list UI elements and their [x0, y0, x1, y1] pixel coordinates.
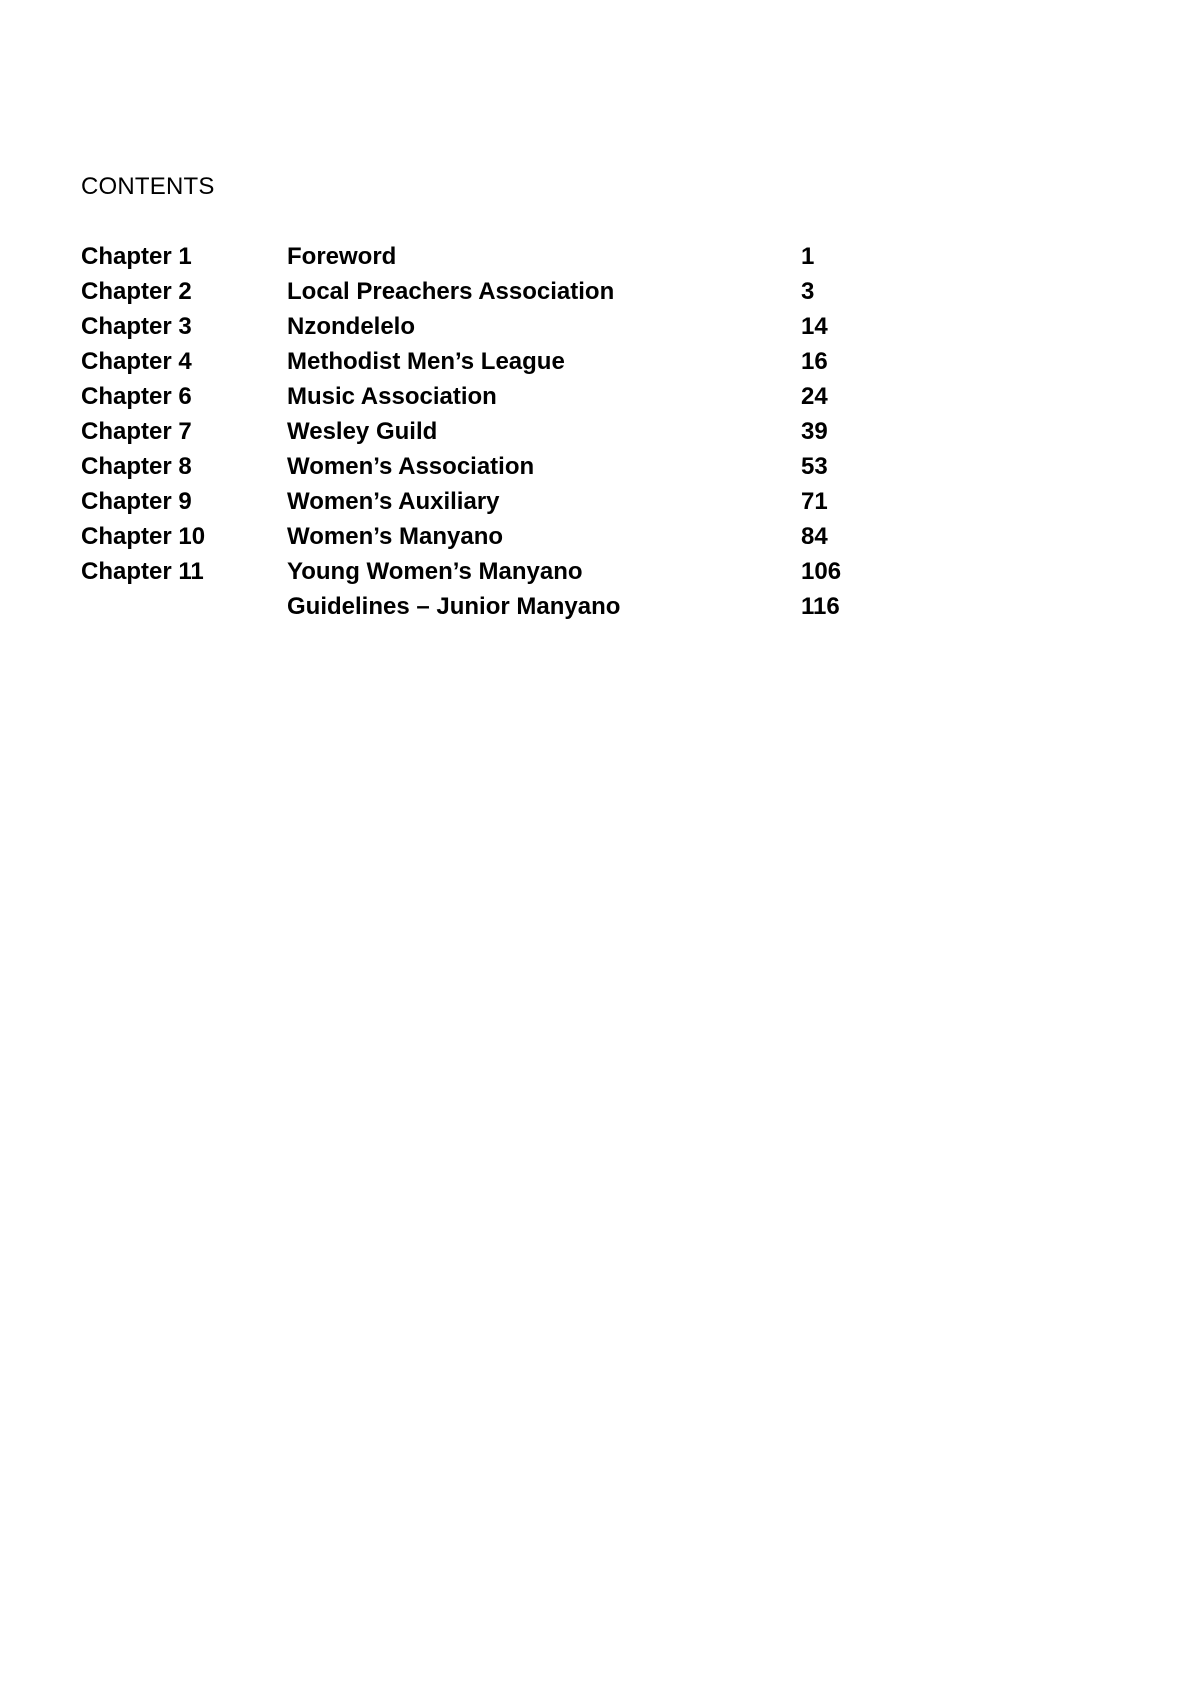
toc-page-number: 14	[801, 313, 828, 340]
toc-row	[81, 417, 981, 452]
toc-chapter-label: Chapter 9	[81, 488, 192, 515]
toc-row	[81, 452, 981, 487]
toc-page-number: 39	[801, 418, 828, 445]
table-of-contents	[81, 242, 981, 627]
toc-entry-title: Nzondelelo	[287, 313, 416, 340]
toc-entry-title: Local Preachers Association	[287, 278, 615, 305]
toc-row	[81, 487, 981, 522]
toc-row	[81, 557, 981, 592]
toc-row	[81, 592, 981, 627]
toc-page-number: 1	[801, 243, 815, 270]
toc-chapter-label: Chapter 3	[81, 313, 192, 340]
toc-page-number: 3	[801, 278, 815, 305]
toc-chapter-label: Chapter 1	[81, 243, 192, 270]
toc-entry-title: Guidelines – Junior Manyano	[287, 593, 621, 620]
toc-entry-title: Methodist Men’s League	[287, 348, 565, 375]
toc-entry-title: Young Women’s Manyano	[287, 558, 583, 585]
toc-entry-title: Music Association	[287, 383, 497, 410]
toc-entry-title: Wesley Guild	[287, 418, 438, 445]
toc-chapter-label: Chapter 6	[81, 383, 192, 410]
toc-entry-title: Foreword	[287, 243, 397, 270]
toc-page-number: 106	[801, 558, 842, 585]
toc-row	[81, 382, 981, 417]
toc-page-number: 116	[801, 593, 840, 620]
toc-chapter-label: Chapter 4	[81, 348, 192, 375]
toc-row	[81, 277, 981, 312]
toc-chapter-label: Chapter 11	[81, 558, 204, 585]
toc-page-number: 53	[801, 453, 828, 480]
toc-chapter-label: Chapter 8	[81, 453, 192, 480]
toc-chapter-label: Chapter 2	[81, 278, 192, 305]
toc-entry-title: Women’s Auxiliary	[287, 488, 500, 515]
toc-page-number: 16	[801, 348, 828, 375]
toc-row	[81, 347, 981, 382]
toc-row	[81, 242, 981, 277]
toc-entry-title: Women’s Manyano	[287, 523, 504, 550]
toc-chapter-label: Chapter 10	[81, 523, 206, 550]
toc-page-number: 71	[801, 488, 828, 515]
toc-row	[81, 522, 981, 557]
toc-page-number: 24	[801, 383, 828, 410]
contents-heading: CONTENTS	[81, 173, 215, 200]
toc-chapter-label: Chapter 7	[81, 418, 192, 445]
toc-row	[81, 312, 981, 347]
toc-page-number: 84	[801, 523, 828, 550]
toc-entry-title: Women’s Association	[287, 453, 535, 480]
